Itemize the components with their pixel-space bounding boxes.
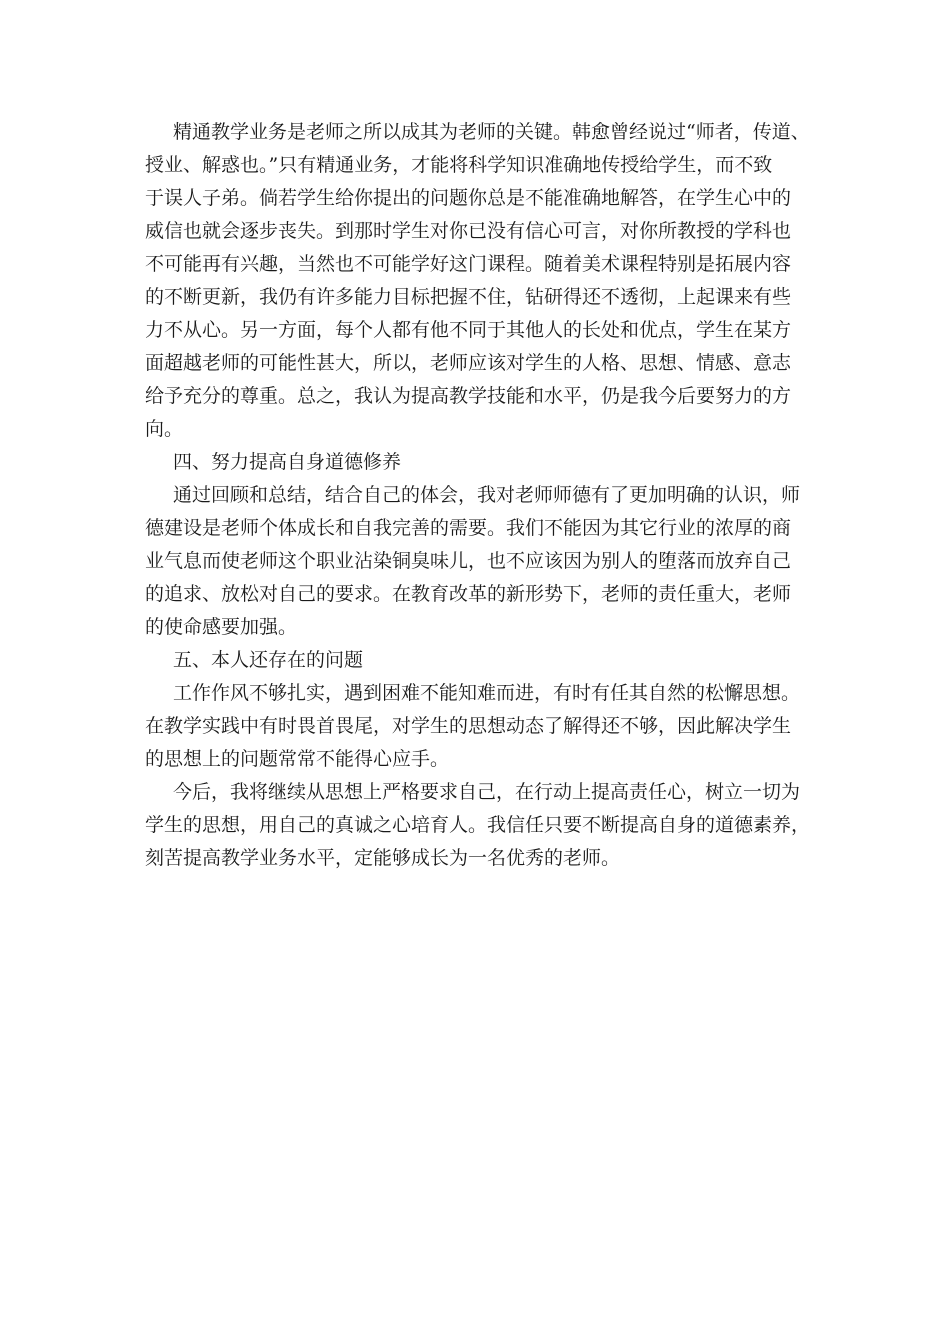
paragraph-line: 德建设是老师个体成长和自我完善的需要。我们不能因为其它行业的浓厚的商	[145, 517, 792, 539]
paragraph-line: 通过回顾和总结，结合自己的体会，我对老师师德有了更加明确的认识，师	[173, 484, 801, 506]
paragraph-line: 业气息而使老师这个职业沾染铜臭味儿，也不应该因为别人的堕落而放弃自己	[145, 550, 792, 572]
paragraph-line: 的不断更新，我仍有许多能力目标把握不住，钻研得还不透彻，上起课来有些	[145, 286, 792, 308]
section-heading: 五、本人还存在的问题	[173, 649, 364, 671]
paragraph-line: 不可能再有兴趣，当然也不可能学好这门课程。随着美术课程特别是拓展内容	[145, 253, 792, 275]
paragraph-line: 的追求、放松对自己的要求。在教育改革的新形势下，老师的责任重大，老师	[145, 583, 792, 605]
paragraph-line: 给予充分的尊重。总之，我认为提高教学技能和水平，仍是我今后要努力的方	[145, 385, 792, 407]
paragraph-line: 的思想上的问题常常不能得心应手。	[145, 748, 450, 770]
section-heading-four	[145, 446, 835, 479]
paragraph-line: 向。	[145, 418, 184, 440]
paragraph-future	[145, 776, 835, 875]
paragraph-ethics	[145, 479, 835, 644]
paragraph-line: 威信也就会逐步丧失。到那时学生对你已没有信心可言，对你所教授的学科也	[145, 220, 792, 242]
paragraph-problems	[145, 677, 835, 776]
paragraph-line: 工作作风不够扎实，遇到困难不能知难而进，有时有任其自然的松懈思想。	[173, 682, 801, 704]
paragraph-line: 面超越老师的可能性甚大，所以，老师应该对学生的人格、思想、情感、意志	[145, 352, 792, 374]
paragraph-line: 刻苦提高教学业务水平，定能够成长为一名优秀的老师。	[145, 847, 621, 869]
paragraph-line: 在教学实践中有时畏首畏尾，对学生的思想动态了解得还不够，因此解决学生	[145, 715, 792, 737]
paragraph-line: 的使命感要加强。	[145, 616, 298, 638]
paragraph-line: 学生的思想，用自己的真诚之心培育人。我信任只要不断提高自身的道德素养，	[145, 814, 811, 836]
paragraph-line: 授业、解惑也。”只有精通业务，才能将科学知识准确地传授给学生，而不致	[145, 154, 773, 176]
section-heading-five	[145, 644, 835, 677]
paragraph-teaching-expertise	[145, 116, 835, 446]
document-body	[145, 116, 835, 875]
paragraph-line: 于误人子弟。倘若学生给你提出的问题你总是不能准确地解答，在学生心中的	[145, 187, 792, 209]
paragraph-line: 今后，我将继续从思想上严格要求自己，在行动上提高责任心，树立一切为	[173, 781, 801, 803]
paragraph-line: 力不从心。另一方面，每个人都有他不同于其他人的长处和优点，学生在某方	[145, 319, 792, 341]
paragraph-line: 精通教学业务是老师之所以成其为老师的关键。韩愈曾经说过“师者，传道、	[173, 121, 810, 143]
section-heading: 四、努力提高自身道德修养	[173, 451, 402, 473]
